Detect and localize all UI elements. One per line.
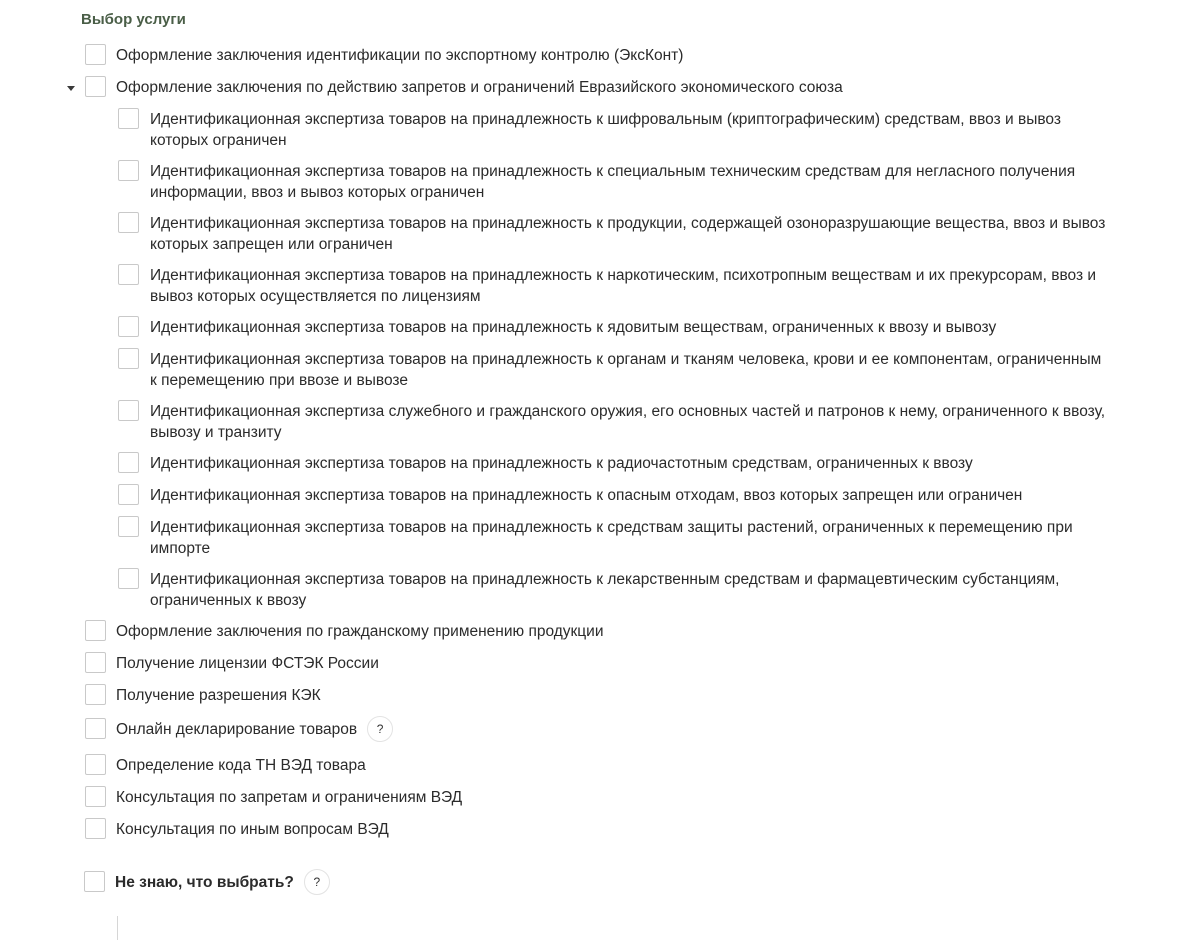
checkbox-consult-other[interactable] (85, 818, 106, 839)
label-special-tech[interactable]: Идентификационная экспертиза товаров на принадлежность к специальным техническим средствам для негласного получения информации, ввоз и вывоз которых ограничен (150, 163, 1076, 201)
section-title: Выбор услуги (81, 11, 186, 28)
checkbox-organs[interactable] (118, 348, 139, 369)
subservice-medicines[interactable] (118, 569, 1108, 611)
service-fstek[interactable] (85, 653, 379, 674)
checkbox-narcotics[interactable] (118, 264, 139, 285)
service-civil[interactable] (85, 621, 604, 642)
caret-down-icon[interactable] (67, 86, 75, 91)
subservice-special-tech[interactable] (118, 161, 1108, 203)
label-eaeu[interactable]: Оформление заключения по действию запретов и ограничений Евразийского экономического союза (116, 79, 843, 96)
subservice-poisons[interactable] (118, 317, 1108, 338)
label-consult-other[interactable]: Консультация по иным вопросам ВЭД (116, 821, 389, 838)
label-dont-know[interactable]: Не знаю, что выбрать? (115, 874, 294, 891)
label-consult-bans[interactable]: Консультация по запретам и ограничениям ВЭД (116, 789, 463, 806)
label-ozone[interactable]: Идентификационная экспертиза товаров на принадлежность к продукции, содержащей озоноразрушающие вещества, ввоз и вывоз которых запрещен или ограничен (150, 215, 1106, 253)
checkbox-kek[interactable] (85, 684, 106, 705)
label-weapons[interactable]: Идентификационная экспертиза служебного и гражданского оружия, его основных частей и патронов к нему, ограниченного к ввозу, вывозу и транзиту (150, 403, 1106, 441)
label-plant-protection[interactable]: Идентификационная экспертиза товаров на принадлежность к средствам защиты растений, ограниченных к перемещению при импорте (150, 519, 1073, 557)
checkbox-exkont[interactable] (85, 44, 106, 65)
subservice-ozone[interactable] (118, 213, 1108, 255)
checkbox-consult-bans[interactable] (85, 786, 106, 807)
subservice-organs[interactable] (118, 349, 1108, 391)
checkbox-special-tech[interactable] (118, 160, 139, 181)
divider (117, 916, 118, 940)
subservice-crypto[interactable] (118, 109, 1108, 151)
service-tnved[interactable] (85, 755, 366, 776)
label-crypto[interactable]: Идентификационная экспертиза товаров на принадлежность к шифровальным (криптографическим) средствам, ввоз и вывоз которых ограничен (150, 111, 1061, 149)
service-kek[interactable] (85, 685, 321, 706)
label-civil[interactable]: Оформление заключения по гражданскому применению продукции (116, 623, 604, 640)
service-eaeu[interactable] (85, 77, 843, 98)
checkbox-tnved[interactable] (85, 754, 106, 775)
question-icon[interactable]: ? (304, 869, 330, 895)
checkbox-ozone[interactable] (118, 212, 139, 233)
label-waste[interactable]: Идентификационная экспертиза товаров на принадлежность к опасным отходам, ввоз которых запрещен или ограничен (150, 487, 1023, 504)
service-consult-other[interactable] (85, 819, 389, 840)
checkbox-crypto[interactable] (118, 108, 139, 129)
service-exkont[interactable] (85, 45, 683, 66)
subservice-weapons[interactable] (118, 401, 1108, 443)
label-exkont[interactable]: Оформление заключения идентификации по экспортному контролю (ЭксКонт) (116, 47, 684, 64)
checkbox-poisons[interactable] (118, 316, 139, 337)
service-online-declaration[interactable] (85, 719, 393, 742)
label-fstek[interactable]: Получение лицензии ФСТЭК России (116, 655, 379, 672)
label-online-declaration[interactable]: Онлайн декларирование товаров (116, 721, 358, 738)
label-radio[interactable]: Идентификационная экспертиза товаров на принадлежность к радиочастотным средствам, ограниченных к ввозу (150, 455, 973, 472)
subservice-plant-protection[interactable] (118, 517, 1108, 559)
checkbox-weapons[interactable] (118, 400, 139, 421)
checkbox-dont-know[interactable] (84, 871, 105, 892)
checkbox-civil[interactable] (85, 620, 106, 641)
checkbox-fstek[interactable] (85, 652, 106, 673)
service-consult-bans[interactable] (85, 787, 462, 808)
label-kek[interactable]: Получение разрешения КЭК (116, 687, 321, 704)
subservice-narcotics[interactable] (118, 265, 1108, 307)
subservice-radio[interactable] (118, 453, 1108, 474)
label-organs[interactable]: Идентификационная экспертиза товаров на принадлежность к органам и тканям человека, крови и ее компонентам, ограниченным к перемещению при ввозе и вывозе (150, 351, 1102, 389)
checkbox-medicines[interactable] (118, 568, 139, 589)
label-narcotics[interactable]: Идентификационная экспертиза товаров на принадлежность к наркотическим, психотропным веществам и их прекурсорам, ввоз и вывоз которых осуществляется по лицензиям (150, 267, 1097, 305)
label-tnved[interactable]: Определение кода ТН ВЭД товара (116, 757, 366, 774)
checkbox-waste[interactable] (118, 484, 139, 505)
checkbox-radio[interactable] (118, 452, 139, 473)
checkbox-eaeu[interactable] (85, 76, 106, 97)
service-dont-know[interactable] (84, 872, 330, 895)
subservice-waste[interactable] (118, 485, 1108, 506)
label-medicines[interactable]: Идентификационная экспертиза товаров на принадлежность к лекарственным средствам и фармацевтическим субстанциям, ограниченных к ввозу (150, 571, 1060, 609)
label-poisons[interactable]: Идентификационная экспертиза товаров на принадлежность к ядовитым веществам, ограниченных к ввозу и вывозу (150, 319, 997, 336)
checkbox-online-declaration[interactable] (85, 718, 106, 739)
question-icon[interactable]: ? (367, 716, 393, 742)
checkbox-plant-protection[interactable] (118, 516, 139, 537)
